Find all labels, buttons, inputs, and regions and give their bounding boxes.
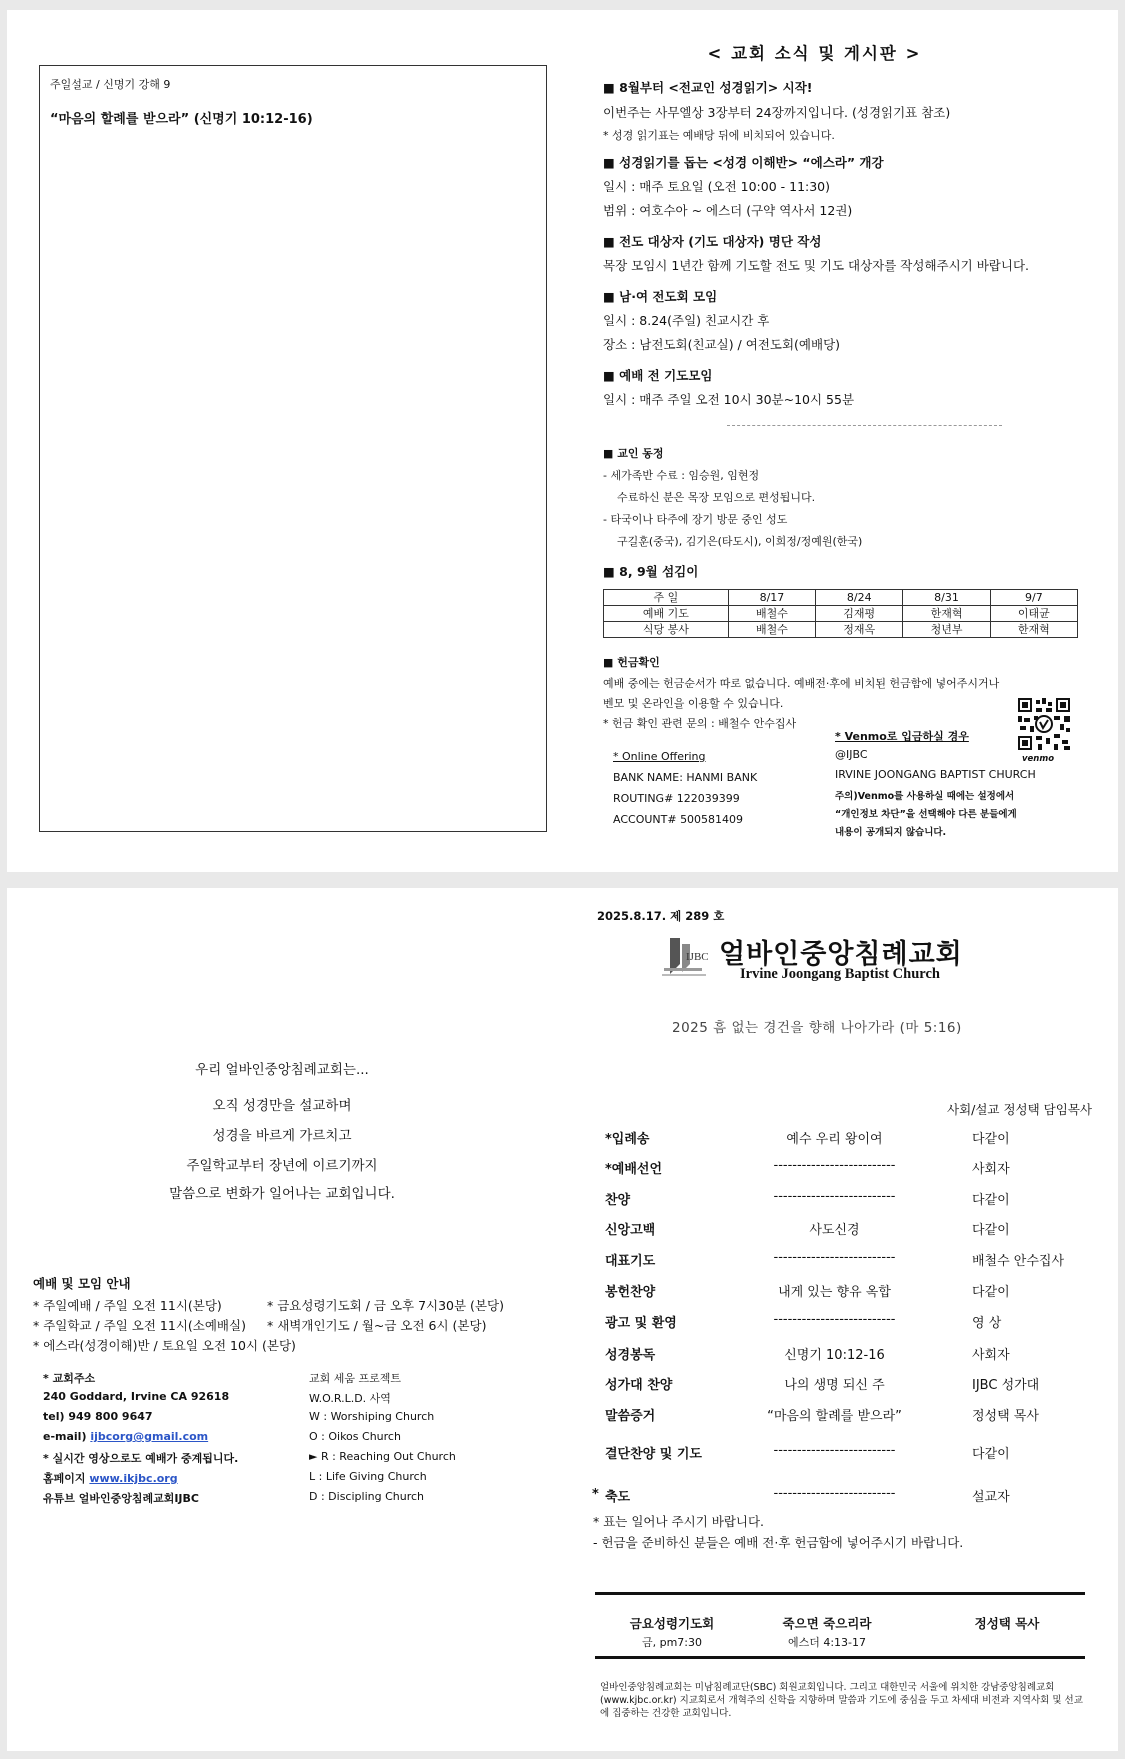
duty-cell: 청년부: [903, 622, 990, 638]
friday-title: 금요성령기도회: [629, 1616, 715, 1631]
project-item: ► R : Reaching Out Church: [309, 1450, 456, 1463]
news-heading: ■ 8월부터 <전교인 성경읽기> 시작!: [603, 80, 813, 95]
order-detail: 사도신경: [809, 1223, 860, 1238]
order-detail: 예수 우리 왕이여: [786, 1132, 883, 1147]
offering-line: 벤모 및 온라인을 이용할 수 있습니다.: [603, 697, 784, 710]
homepage-label: 홈페이지: [43, 1472, 86, 1485]
project-item: L : Life Giving Church: [309, 1470, 427, 1483]
order-detail: --------------------------: [773, 1250, 896, 1265]
duty-cell: 배철수: [728, 622, 815, 638]
venmo-line: @IJBC: [835, 748, 868, 761]
order-item: 찬양: [605, 1193, 631, 1208]
venmo-line: 주의)Venmo를 사용하실 때에는 설정에서: [835, 791, 1015, 802]
email-row: [43, 1430, 208, 1443]
sermon-title: “마음의 할례를 받으라” (신명기 10:12-16): [50, 112, 313, 127]
church-disclaimer: 얼바인중앙침례교회는 미남침례교단(SBC) 회원교회입니다. 그리고 대한민국 서울에 위치한 강남중앙침례교회(www.kjbc.or.kr) 지교회로서 개혁주의 신학을 지향하며 말씀과 기도에 중심을 두고 차세대 비전과 지역사회 및 선교에 집중하는 건강한 교회입니다.: [600, 1682, 1083, 1719]
order-leader: 다같이: [972, 1193, 1010, 1208]
offering-heading: ■ 헌금확인: [603, 656, 660, 669]
online-offering-title: * Online Offering: [613, 750, 706, 763]
news-line: 범위 : 여호수아 ~ 에스더 (구약 역사서 12권): [603, 203, 853, 218]
order-detail: --------------------------: [773, 1158, 896, 1173]
order-detail: --------------------------: [773, 1443, 896, 1458]
duty-cell: 한재혁: [990, 622, 1077, 638]
mission-intro: 우리 얼바인중앙침례교회는...: [195, 1062, 369, 1078]
duty-header-row: [604, 590, 1078, 606]
issue-number: 2025.8.17. 제 289 호: [597, 909, 725, 923]
venmo-line: “개인정보 차단”을 선택해야 다른 분들에게: [835, 809, 1017, 820]
duty-cell: 김재평: [816, 606, 903, 622]
order-item: *예배선언: [605, 1162, 663, 1177]
order-leader: 영 상: [972, 1316, 1002, 1331]
news-line: 장소 : 남전도회(친교실) / 여전도회(예배당): [603, 337, 841, 352]
order-leader: 배철수 안수집사: [972, 1254, 1065, 1269]
church-name-english: Irvine Joongang Baptist Church: [740, 966, 940, 982]
schedule-item: * 주일학교 / 주일 오전 11시(소예배실): [33, 1318, 246, 1333]
order-leader: 다같이: [972, 1285, 1010, 1300]
members-heading: ■ 교인 동정: [603, 447, 664, 460]
offering-line: 예배 중에는 헌금순서가 따로 없습니다. 예배전·후에 비치된 헌금함에 넣어주시거나: [603, 677, 1000, 690]
order-item: 신앙고백: [605, 1223, 656, 1238]
youtube-channel: 유튜브 얼바인중앙침례교회IJBC: [43, 1492, 199, 1505]
officiant-label: 사회/설교 정성택 담임목사: [947, 1102, 1092, 1117]
order-item: 축도: [605, 1490, 631, 1505]
order-item: 광고 및 환영: [605, 1316, 677, 1331]
sermon-series: 주일설교 / 신명기 강해 9: [50, 78, 171, 91]
order-item: 말씀증거: [605, 1409, 656, 1424]
order-item: 결단찬양 및 기도: [605, 1447, 702, 1462]
friday-text: 에스더 4:13-17: [787, 1636, 867, 1649]
duty-table: [603, 589, 1078, 638]
live-stream-note: * 실시간 영상으로도 예배가 중계됩니다.: [43, 1452, 239, 1465]
venmo-qr-code-icon[interactable]: [1016, 696, 1072, 752]
order-detail: 신명기 10:12-16: [784, 1348, 885, 1363]
duty-row: [604, 622, 1078, 638]
offering-line: * 헌금 확인 관련 문의 : 배철수 안수집사: [603, 717, 797, 730]
order-item: 봉헌찬양: [605, 1285, 656, 1300]
friday-speaker: 정성택 목사: [974, 1616, 1040, 1631]
church-logo-icon: [662, 930, 722, 980]
bulletin-page-inside: [7, 10, 1118, 872]
mission-line: 성경을 바르게 가르치고: [212, 1128, 352, 1144]
order-detail: 나의 생명 되신 주: [784, 1378, 885, 1393]
order-leader: 정성택 목사: [972, 1409, 1039, 1424]
sermon-notes-box: [39, 65, 547, 832]
news-line: 일시 : 8.24(주일) 친교시간 후: [603, 313, 770, 328]
duty-cell: 예배 기도: [604, 606, 729, 622]
duty-cell: 한재혁: [903, 606, 990, 622]
schedule-item: * 새벽개인기도 / 월~금 오전 6시 (본당): [267, 1318, 487, 1333]
duty-heading: ■ 8, 9월 섬김이: [603, 564, 699, 579]
order-leader: 사회자: [972, 1348, 1010, 1363]
members-line: - 세가족반 수료 : 임승원, 임현정: [603, 469, 760, 482]
duty-cell: 이태균: [990, 606, 1077, 622]
year-motto: 2025 흠 없는 경건을 향해 나아가라 (마 5:16): [672, 1020, 962, 1036]
bulletin-page-cover: [7, 888, 1118, 1751]
mission-line: 오직 성경만을 설교하며: [212, 1098, 352, 1114]
email-link[interactable]: ijbcorg@gmail.com: [90, 1430, 209, 1443]
project-item: O : Oikos Church: [309, 1430, 401, 1443]
duty-cell: 주 일: [604, 590, 729, 606]
order-note: - 헌금을 준비하신 분들은 예배 전·후 헌금함에 넣어주시기 바랍니다.: [593, 1535, 964, 1550]
order-note: * 표는 일어나 주시기 바랍니다.: [593, 1514, 765, 1529]
logo-letters: IJBC: [686, 951, 709, 963]
duty-cell: 식당 봉사: [604, 622, 729, 638]
order-leader: 다같이: [972, 1223, 1010, 1238]
church-phone: tel) 949 800 9647: [43, 1410, 153, 1423]
order-detail: 내게 있는 향유 옥합: [778, 1285, 891, 1300]
news-heading: ■ 전도 대상자 (기도 대상자) 명단 작성: [603, 234, 822, 249]
members-line: - 타국이나 타주에 장기 방문 중인 성도: [603, 513, 788, 526]
duty-cell: 9/7: [990, 590, 1077, 606]
order-leader: 다같이: [972, 1447, 1010, 1462]
news-heading: ■ 성경읽기를 돕는 <성경 이해반> “에스라” 개강: [603, 155, 884, 170]
duty-cell: 8/31: [903, 590, 990, 606]
venmo-line: 내용이 공개되지 않습니다.: [835, 827, 947, 838]
footer-top-rule: [595, 1592, 1085, 1595]
homepage-row: [43, 1470, 178, 1486]
venmo-line: IRVINE JOONGANG BAPTIST CHURCH: [835, 768, 1036, 781]
bank-line: ACCOUNT# 500581409: [613, 813, 744, 826]
order-detail: --------------------------: [773, 1189, 896, 1204]
address-title: * 교회주소: [43, 1372, 96, 1385]
news-heading: ■ 남·여 전도회 모임: [603, 289, 718, 304]
order-item: 대표기도: [605, 1254, 656, 1269]
schedule-title: 예배 및 모임 안내: [33, 1276, 131, 1291]
email-label: e-mail): [43, 1430, 87, 1443]
duty-cell: 8/17: [728, 590, 815, 606]
venmo-logo: venmo: [1022, 754, 1055, 764]
order-detail: --------------------------: [773, 1486, 896, 1501]
order-item: 성가대 찬양: [605, 1378, 673, 1393]
order-detail: --------------------------: [773, 1312, 896, 1327]
order-leader: 다같이: [972, 1132, 1010, 1147]
duty-cell: 8/24: [816, 590, 903, 606]
friday-sermon: 죽으면 죽으리라: [782, 1616, 872, 1631]
blessing-star: *: [592, 1487, 599, 1502]
order-detail: “마음의 할례를 받으라”: [767, 1409, 902, 1424]
church-address: 240 Goddard, Irvine CA 92618: [43, 1390, 230, 1403]
news-heading: ■ 예배 전 기도모임: [603, 368, 713, 383]
members-line: 수료하신 분은 목장 모임으로 편성됩니다.: [617, 491, 816, 504]
duty-cell: 정재옥: [816, 622, 903, 638]
project-title: 교회 세움 프로젝트: [309, 1372, 402, 1385]
schedule-item: * 주일예배 / 주일 오전 11시(본당): [33, 1298, 222, 1313]
project-item: W : Worshiping Church: [309, 1410, 435, 1423]
section-divider: [727, 425, 1002, 426]
news-note: * 성경 읽기표는 예배당 뒤에 비치되어 있습니다.: [603, 129, 835, 142]
venmo-title: * Venmo로 입금하실 경우: [835, 730, 969, 743]
footer-bottom-rule: [595, 1656, 1085, 1659]
church-name-korean: 얼바인중앙침례교회: [719, 939, 963, 970]
board-title: < 교회 소식 및 게시판 >: [707, 44, 922, 63]
schedule-item: * 금요성령기도회 / 금 오후 7시30분 (본당): [267, 1298, 504, 1313]
news-line: 일시 : 매주 토요일 (오전 10:00 - 11:30): [603, 179, 831, 194]
order-leader: 사회자: [972, 1162, 1010, 1177]
project-item: D : Discipling Church: [309, 1490, 425, 1503]
news-line: 목장 모임시 1년간 함께 기도할 전도 및 기도 대상자를 작성해주시기 바랍니다.: [603, 258, 1029, 273]
order-leader: IJBC 성가대: [972, 1378, 1040, 1393]
friday-time: 금, pm7:30: [641, 1636, 703, 1649]
order-item: *입례송: [605, 1132, 650, 1147]
news-line: 일시 : 매주 주일 오전 10시 30분~10시 55분: [603, 392, 855, 407]
homepage-link[interactable]: www.ikjbc.org: [89, 1472, 178, 1485]
schedule-item: * 에스라(성경이해)반 / 토요일 오전 10시 (본당): [33, 1338, 296, 1353]
bank-line: BANK NAME: HANMI BANK: [613, 771, 758, 784]
order-leader: 설교자: [972, 1490, 1010, 1505]
mission-line: 주일학교부터 장년에 이르기까지: [186, 1158, 378, 1174]
bank-line: ROUTING# 122039399: [613, 792, 740, 805]
project-subtitle: W.O.R.L.D. 사역: [309, 1392, 391, 1405]
order-item: 성경봉독: [605, 1348, 656, 1363]
duty-cell: 배철수: [728, 606, 815, 622]
duty-row: [604, 606, 1078, 622]
news-line: 이번주는 사무엘상 3장부터 24장까지입니다. (성경읽기표 참조): [603, 105, 951, 120]
mission-line: 말씀으로 변화가 일어나는 교회입니다.: [169, 1186, 395, 1202]
members-line: 구길훈(중국), 김기은(타도시), 이희정/정예원(한국): [617, 535, 863, 548]
